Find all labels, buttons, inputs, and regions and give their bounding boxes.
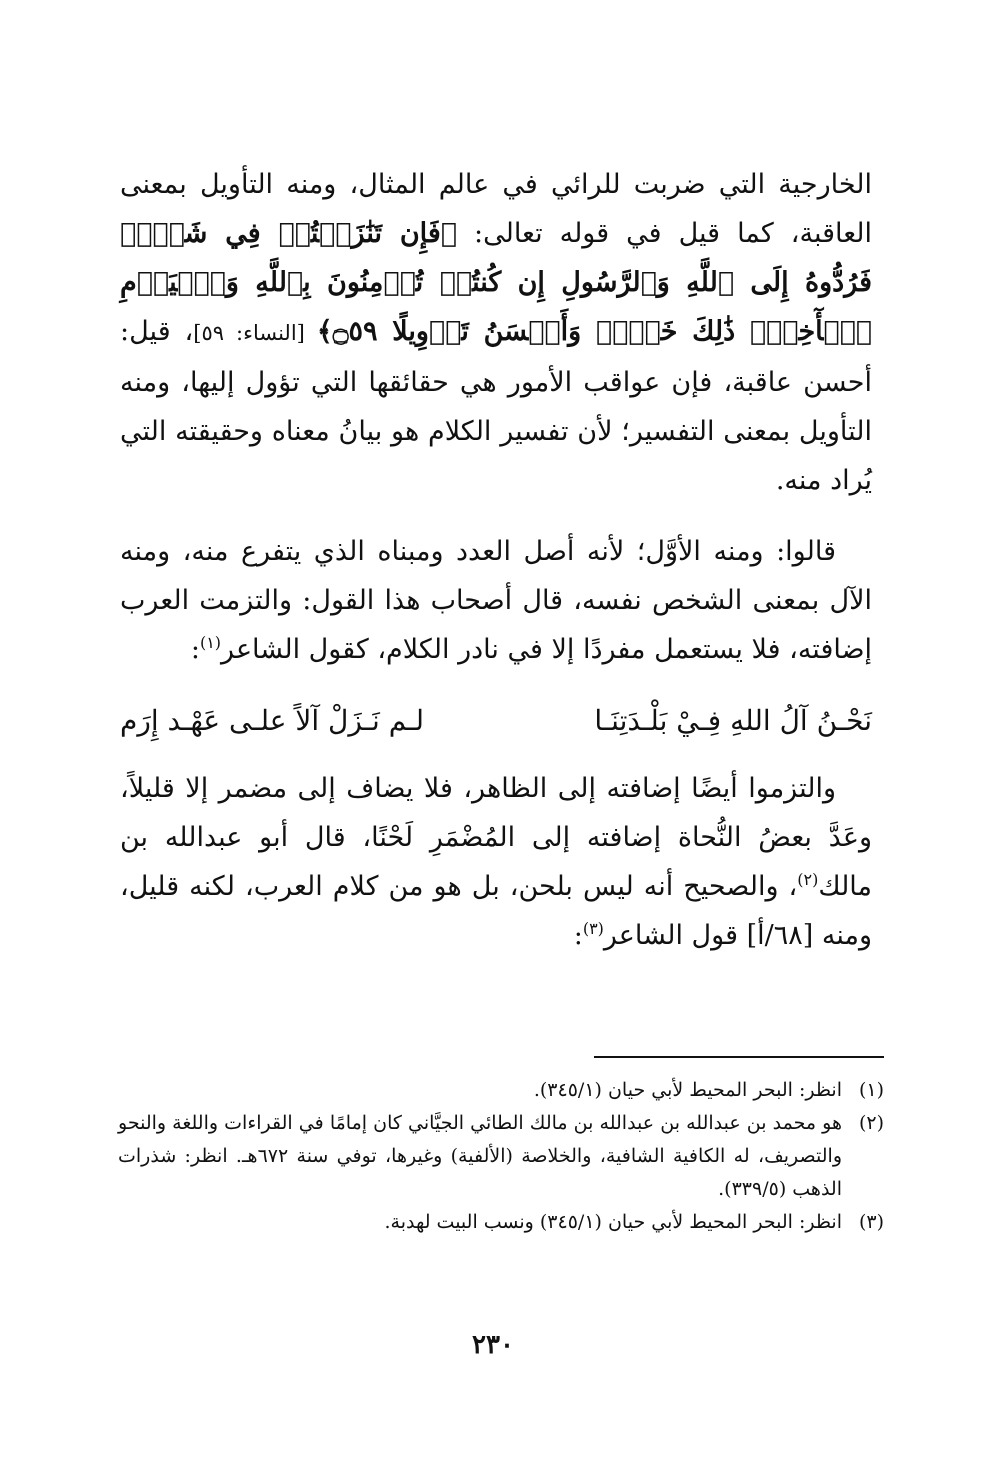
footnotes [118,1056,884,1239]
paragraph-3-text-a: والتزموا أيضًا إضافته إلى الظاهر، فلا يضاف إلى مضمر إلا قليلاً، وعَدَّ بعضُ النُّحاة إضافته إلى المُضْمَرِ لَحْنًا، قال أبو عبدالله بن مالك [120,773,872,902]
footnote-divider [594,1056,884,1058]
paragraph-2-text-a: قالوا: ومنه الأوَّل؛ لأنه أصل العدد ومبناه الذي يتفرع منه، ومنه الآل بمعنى الشخص نفسه، قال أصحاب هذا القول: والتزمت العرب إضافته، فلا يستعمل مفردًا إلا في نادر الكلام، كقول الشاعر [120,536,872,665]
footnote-text: انظر: البحر المحيط لأبي حيان (٣٤٥/١). [533,1079,842,1101]
verse-first-hemistich: نَحْـنُ آلُ اللهِ فِـيْ بَلْـدَتِنَـا [594,704,872,737]
page-body [120,160,872,960]
footnote-3 [118,1206,884,1239]
footnote-marker-1[interactable]: (١) [199,633,222,652]
footnote-number: (١) [858,1079,884,1101]
paragraph-1-text-b: ، قيل: أحسن عاقبة، فإن عواقب الأمور هي حقائقها التي تؤول إليها، ومنه التأويل بمعنى التفسير؛ لأن تفسير الكلام هو بيانُ معناه وحقيقته التي يُراد منه. [120,316,872,496]
footnote-2 [118,1107,884,1206]
paragraph-2-text-b: : [190,634,200,665]
footnote-text: هو محمد بن عبدالله بن عبدالله بن مالك الطائي الجيَّاني كان إمامًا في القراءات واللغة والنحو والتصريف، له الكافية الشافية، والخلاصة (الألفية) وغيرها، توفي سنة ٦٧٢هـ. انظر: شذرات الذهب (٣٣٩/٥). [118,1112,842,1200]
footnote-1 [118,1074,884,1107]
paragraph-1-text-a: الخارجية التي ضربت للرائي في عالم المثال، ومنه التأويل بمعنى العاقبة، كما قيل في قوله تعالى: [120,169,872,249]
verse-reference: [النساء: ٥٩] [193,321,317,345]
quran-verse: ﴿فَإِن تَنَٰزَعۡتُمۡ فِي شَيۡءٖ فَرُدُّوهُ إِلَى ٱللَّهِ وَٱلرَّسُولِ إِن كُنتُمۡ تُؤۡمِنُونَ بِٱللَّهِ وَٱلۡيَوۡمِ ٱلۡأٓخِرِۚ ذَٰلِكَ خَيۡرٞ وَأَحۡسَنُ تَأۡوِيلًا ۝٥٩﴾ [120,218,872,347]
footnote-number: (٢) [858,1112,884,1134]
page-number: ٢٣٠ [472,1330,514,1360]
footnote-marker-2[interactable]: (٢) [797,870,819,889]
footnote-marker-3[interactable]: (٣) [582,919,604,938]
footnote-text: انظر: البحر المحيط لأبي حيان (٣٤٥/١) ونسب البيت لهدبة. [384,1211,842,1233]
poetry-verse [120,696,872,746]
verse-second-hemistich: لـم نَـزَلْ آلاً علـى عَهْـد إِرَم [120,704,425,737]
paragraph-3-text-b: ، والصحيح أنه ليس بلحن، بل هو من كلام العرب، لكنه قليل، ومنه [٦٨/أ] قول الشاعر [120,871,872,951]
paragraph-3 [120,764,872,960]
footnote-number: (٣) [858,1211,884,1233]
paragraph-1 [120,160,872,505]
paragraph-3-text-c: : [573,920,583,951]
paragraph-2 [120,527,872,674]
